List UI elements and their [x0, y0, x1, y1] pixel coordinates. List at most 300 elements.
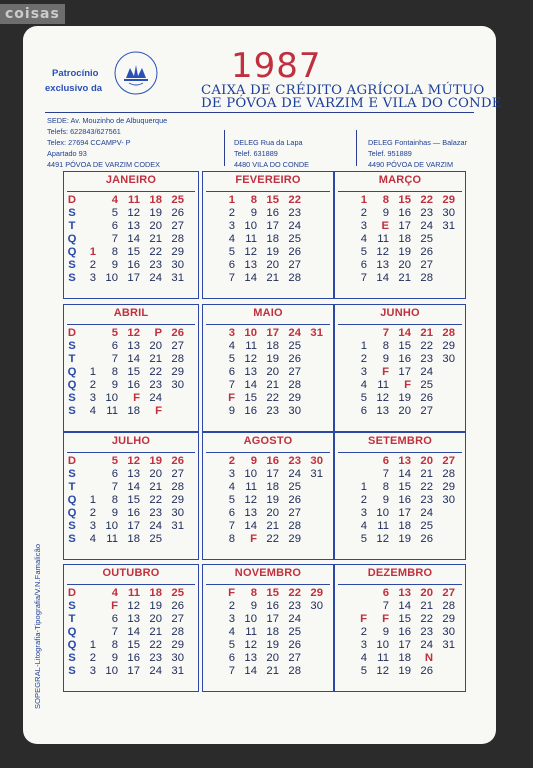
day-cell: 26 — [171, 327, 184, 339]
day-cell: 19 — [149, 455, 162, 467]
day-cell: F — [360, 613, 367, 625]
day-cell: 4 — [228, 626, 235, 638]
day-cell: 16 — [266, 600, 279, 612]
day-cell: 4 — [111, 194, 118, 206]
address-divider — [356, 130, 357, 166]
day-cell: 9 — [111, 507, 118, 519]
month-junho — [334, 304, 466, 432]
day-cell: 2 — [360, 626, 367, 638]
day-cell: 19 — [398, 392, 411, 404]
day-cell: F — [155, 405, 162, 417]
day-cell: 21 — [149, 233, 162, 245]
day-cell: 20 — [149, 468, 162, 480]
day-cell: 6 — [228, 259, 235, 271]
day-grid — [66, 455, 184, 546]
day-cell: 27 — [288, 652, 301, 664]
day-cell: 1 — [228, 194, 235, 206]
day-cell: 22 — [420, 194, 433, 206]
day-cell — [433, 259, 455, 272]
weekday-letter — [205, 379, 217, 392]
day-cell: 4 — [89, 533, 96, 545]
day-cell: 1 — [89, 246, 96, 258]
week-row — [205, 639, 323, 652]
address-sede — [47, 115, 167, 170]
day-cell: 3 — [360, 639, 367, 651]
weekday-letter — [205, 366, 217, 379]
day-cell: 25 — [288, 481, 301, 493]
day-cell: 19 — [398, 246, 411, 258]
day-cell — [301, 392, 323, 405]
day-cell: 20 — [420, 587, 433, 599]
day-cell — [349, 327, 367, 340]
month-separator — [338, 584, 462, 585]
weekday-letter — [337, 246, 349, 259]
day-cell: 23 — [149, 259, 162, 271]
week-row — [66, 587, 184, 600]
month-name: OUTUBRO — [102, 567, 160, 579]
day-cell: F — [133, 392, 140, 404]
day-cell: 10 — [105, 665, 118, 677]
day-cell: 10 — [244, 468, 257, 480]
day-cell — [301, 481, 323, 494]
day-cell — [433, 405, 455, 418]
week-row — [66, 533, 184, 546]
day-cell — [78, 207, 96, 220]
weekday-letter: S — [68, 259, 76, 271]
month-name: MARÇO — [378, 174, 422, 186]
day-cell: 4 — [360, 379, 367, 391]
weekday-letter — [205, 587, 217, 600]
day-cell: 29 — [442, 481, 455, 493]
day-cell: 2 — [89, 652, 96, 664]
day-cell: 27 — [288, 507, 301, 519]
day-cell: 3 — [228, 613, 235, 625]
weekday-letter — [337, 587, 349, 600]
day-cell: 19 — [398, 533, 411, 545]
weekday-letter — [337, 494, 349, 507]
weekday-letter — [337, 194, 349, 207]
week-row — [66, 600, 184, 613]
sede-line: SEDE: Av. Mouzinho de Albuquerque — [47, 116, 168, 125]
day-cell: 24 — [420, 220, 433, 232]
week-row — [337, 379, 455, 392]
day-cell: 14 — [398, 468, 411, 480]
day-cell: 18 — [149, 587, 162, 599]
day-cell — [162, 533, 184, 546]
weekday-letter — [337, 652, 349, 665]
day-cell: 6 — [382, 587, 389, 599]
day-cell: 27 — [171, 340, 184, 352]
day-cell: 7 — [228, 665, 235, 677]
day-cell: 11 — [245, 233, 257, 245]
day-cell — [78, 613, 96, 626]
day-cell: 25 — [288, 626, 301, 638]
day-cell: 11 — [377, 379, 389, 391]
day-cell: 7 — [111, 353, 118, 365]
day-cell — [433, 233, 455, 246]
day-cell: 6 — [111, 613, 118, 625]
weekday-letter — [205, 468, 217, 481]
day-cell: 7 — [360, 272, 367, 284]
week-row — [337, 613, 455, 626]
deleg2-line: Telef. 951889 — [368, 149, 412, 158]
day-cell: 5 — [360, 665, 367, 677]
weekday-letter — [337, 665, 349, 678]
day-cell: 28 — [288, 379, 301, 391]
month-março — [334, 171, 466, 299]
day-cell: 17 — [398, 220, 411, 232]
day-cell: 23 — [288, 600, 301, 612]
day-cell: 28 — [288, 272, 301, 284]
day-cell: 10 — [376, 507, 389, 519]
day-cell: 20 — [266, 366, 279, 378]
day-cell: 10 — [105, 520, 118, 532]
day-cell: 11 — [377, 233, 389, 245]
weekday-letter — [337, 626, 349, 639]
day-cell: 7 — [111, 233, 118, 245]
week-row — [66, 246, 184, 259]
day-cell: 17 — [398, 507, 411, 519]
day-cell: 14 — [244, 272, 257, 284]
day-cell: 22 — [149, 366, 162, 378]
day-cell — [349, 587, 367, 600]
day-cell: 26 — [171, 600, 184, 612]
day-cell: 20 — [149, 613, 162, 625]
day-cell: F — [382, 613, 389, 625]
day-cell: 8 — [111, 366, 118, 378]
day-cell: 29 — [310, 587, 323, 599]
day-cell: 20 — [149, 340, 162, 352]
day-cell — [78, 468, 96, 481]
day-cell: 12 — [244, 353, 257, 365]
day-cell: 9 — [382, 494, 389, 506]
weekday-letter — [205, 613, 217, 626]
day-cell — [78, 194, 96, 207]
month-novembro — [202, 564, 334, 692]
day-cell: 20 — [266, 652, 279, 664]
day-cell: F — [111, 600, 118, 612]
day-cell: 27 — [171, 220, 184, 232]
weekday-letter — [205, 246, 217, 259]
weekday-letter: D — [67, 194, 77, 206]
day-cell: 18 — [266, 626, 279, 638]
calendar-year: 1987 — [231, 46, 322, 86]
day-cell — [301, 652, 323, 665]
day-cell: 30 — [288, 405, 301, 417]
day-cell — [301, 507, 323, 520]
day-cell: 30 — [171, 652, 184, 664]
weekday-letter — [205, 639, 217, 652]
week-row — [66, 520, 184, 533]
day-cell — [78, 626, 96, 639]
day-cell: 14 — [127, 233, 140, 245]
deleg2-line: 4490 PÓVOA DE VARZIM — [368, 160, 454, 169]
week-row — [205, 379, 323, 392]
day-cell: 24 — [420, 366, 433, 378]
day-cell: 24 — [288, 220, 301, 232]
day-cell — [301, 340, 323, 353]
month-julho — [63, 432, 199, 560]
week-row — [205, 494, 323, 507]
day-cell: 10 — [244, 613, 257, 625]
day-cell: 19 — [398, 665, 411, 677]
day-cell: 30 — [442, 494, 455, 506]
day-cell: 24 — [149, 520, 162, 532]
weekday-letter — [205, 652, 217, 665]
day-cell: 5 — [228, 639, 235, 651]
day-cell: 22 — [420, 340, 433, 352]
week-row — [66, 468, 184, 481]
day-cell: 7 — [111, 481, 118, 493]
day-cell: 3 — [360, 366, 367, 378]
day-cell: 8 — [382, 340, 389, 352]
day-cell: 19 — [149, 600, 162, 612]
day-cell: 25 — [420, 233, 433, 245]
day-cell: 27 — [288, 259, 301, 271]
weekday-letter — [337, 507, 349, 520]
day-cell: 27 — [420, 405, 433, 417]
day-cell — [433, 246, 455, 259]
day-cell: 31 — [442, 220, 455, 232]
weekday-letter: S — [68, 272, 76, 284]
day-cell: 26 — [420, 665, 433, 677]
day-cell — [78, 340, 96, 353]
day-cell: 2 — [89, 259, 96, 271]
day-cell: 16 — [127, 259, 140, 271]
day-cell: 24 — [288, 613, 301, 625]
week-row — [337, 652, 455, 665]
day-cell: 29 — [442, 340, 455, 352]
day-cell: 9 — [111, 652, 118, 664]
day-cell: 7 — [228, 272, 235, 284]
weekday-letter — [205, 507, 217, 520]
day-cell: 11 — [377, 652, 389, 664]
weekday-letter: S — [68, 405, 76, 417]
weekday-letter — [205, 533, 217, 546]
day-cell: 25 — [149, 533, 162, 545]
week-row — [337, 233, 455, 246]
day-cell: 7 — [111, 626, 118, 638]
day-cell: 13 — [244, 507, 257, 519]
day-cell: 31 — [171, 520, 184, 532]
week-row — [205, 353, 323, 366]
week-row — [66, 366, 184, 379]
day-cell: 30 — [171, 507, 184, 519]
day-cell — [301, 405, 323, 418]
weekday-letter — [337, 233, 349, 246]
day-cell: 15 — [398, 194, 411, 206]
day-cell — [78, 587, 96, 600]
weekday-letter — [337, 392, 349, 405]
day-cell: 16 — [244, 405, 257, 417]
day-cell: 3 — [228, 468, 235, 480]
day-cell: 5 — [111, 207, 118, 219]
weekday-letter: T — [68, 220, 76, 232]
day-cell — [78, 481, 96, 494]
deleg1-line: 4480 VILA DO CONDE — [234, 160, 310, 169]
day-cell: 6 — [228, 652, 235, 664]
day-cell: 13 — [398, 455, 411, 467]
day-cell: 25 — [288, 233, 301, 245]
org-line2: DE PÓVOA DE VARZIM E VILA DO CONDE — [201, 96, 502, 111]
month-name: JANEIRO — [105, 174, 157, 186]
week-row — [205, 665, 323, 678]
weekday-letter — [337, 379, 349, 392]
weekday-letter: S — [68, 392, 76, 404]
week-row — [337, 366, 455, 379]
weekday-letter: D — [67, 455, 77, 467]
deleg2-line: DELEG Fontainhas — Balazar — [368, 138, 467, 147]
week-row — [337, 494, 455, 507]
weekday-letter — [205, 207, 217, 220]
day-cell: 13 — [244, 259, 257, 271]
weekday-letter — [337, 366, 349, 379]
month-separator — [67, 191, 195, 192]
address-divider — [224, 130, 225, 166]
day-cell: 23 — [149, 507, 162, 519]
weekday-letter: Q — [67, 639, 77, 651]
day-cell: 20 — [398, 405, 411, 417]
week-row — [205, 468, 323, 481]
day-cell: 14 — [244, 520, 257, 532]
day-cell: 28 — [171, 626, 184, 638]
day-cell: 15 — [398, 340, 411, 352]
day-cell: 2 — [228, 207, 235, 219]
day-cell: 3 — [89, 520, 96, 532]
day-cell: 3 — [89, 392, 96, 404]
day-cell: 31 — [171, 272, 184, 284]
week-row — [66, 665, 184, 678]
day-cell — [162, 405, 184, 418]
day-cell: 8 — [382, 194, 389, 206]
month-name: NOVEMBRO — [234, 567, 302, 579]
weekday-letter — [337, 520, 349, 533]
weekday-letter — [205, 327, 217, 340]
month-separator — [67, 584, 195, 585]
weekday-letter — [337, 207, 349, 220]
day-cell: 11 — [128, 587, 140, 599]
day-cell: 29 — [442, 613, 455, 625]
day-cell: 10 — [244, 327, 257, 339]
day-cell: 8 — [111, 246, 118, 258]
day-cell: 24 — [288, 468, 301, 480]
day-cell — [301, 665, 323, 678]
day-cell: 3 — [228, 220, 235, 232]
day-cell: 17 — [266, 468, 279, 480]
day-cell: 9 — [250, 207, 257, 219]
day-cell: 4 — [228, 340, 235, 352]
day-cell: 11 — [377, 520, 389, 532]
day-cell: 12 — [127, 327, 140, 339]
day-cell — [301, 626, 323, 639]
day-cell — [433, 652, 455, 665]
day-cell: 29 — [442, 194, 455, 206]
week-row — [205, 233, 301, 246]
day-cell: 22 — [266, 392, 279, 404]
week-row — [205, 455, 323, 468]
day-cell: 5 — [228, 494, 235, 506]
weekday-letter — [205, 194, 217, 207]
day-cell: 1 — [360, 194, 367, 206]
day-cell: 6 — [228, 366, 235, 378]
month-name: JULHO — [111, 435, 151, 447]
day-cell: 8 — [111, 639, 118, 651]
month-name: SETEMBRO — [368, 435, 432, 447]
day-cell: 4 — [360, 233, 367, 245]
day-cell — [301, 366, 323, 379]
day-cell: 17 — [266, 327, 279, 339]
day-cell: 27 — [442, 455, 455, 467]
week-row — [66, 233, 184, 246]
month-name: ABRIL — [113, 307, 149, 319]
day-cell: 15 — [244, 392, 257, 404]
day-cell: 9 — [382, 626, 389, 638]
day-cell: 28 — [171, 353, 184, 365]
week-row — [337, 340, 455, 353]
week-row — [337, 194, 455, 207]
day-cell: 2 — [89, 379, 96, 391]
day-cell: 21 — [398, 272, 411, 284]
day-cell: 20 — [266, 507, 279, 519]
day-cell: 13 — [244, 652, 257, 664]
day-cell: 2 — [360, 353, 367, 365]
day-cell: 3 — [228, 327, 235, 339]
day-cell: 9 — [228, 405, 235, 417]
week-row — [205, 613, 323, 626]
day-cell — [433, 379, 455, 392]
day-cell: 5 — [360, 392, 367, 404]
day-cell: 13 — [244, 366, 257, 378]
day-cell — [433, 665, 455, 678]
day-cell — [349, 600, 367, 613]
day-cell: 7 — [382, 600, 389, 612]
organization-name — [201, 84, 502, 110]
day-cell: 8 — [250, 194, 257, 206]
day-cell: 12 — [376, 665, 389, 677]
day-cell — [433, 533, 455, 546]
month-separator — [67, 324, 195, 325]
day-cell: 8 — [382, 481, 389, 493]
day-cell: 18 — [127, 405, 140, 417]
weekday-letter: S — [68, 520, 76, 532]
weekday-letter: Q — [67, 246, 77, 258]
month-separator — [206, 324, 330, 325]
day-cell: 21 — [420, 327, 433, 339]
day-cell: 30 — [442, 207, 455, 219]
day-cell: 24 — [149, 665, 162, 677]
day-cell: 10 — [105, 272, 118, 284]
day-cell — [301, 639, 323, 652]
day-cell: 23 — [288, 207, 301, 219]
day-cell: 22 — [149, 639, 162, 651]
day-cell: 9 — [382, 207, 389, 219]
weekday-letter — [337, 327, 349, 340]
day-cell: 2 — [360, 494, 367, 506]
week-row — [66, 259, 184, 272]
day-cell: 20 — [398, 259, 411, 271]
week-row — [205, 327, 323, 340]
day-cell: 6 — [111, 340, 118, 352]
weekday-letter: Q — [67, 379, 77, 391]
day-cell: 10 — [376, 639, 389, 651]
day-grid — [205, 455, 323, 546]
day-cell: 3 — [360, 507, 367, 519]
day-cell: 6 — [228, 507, 235, 519]
week-row — [337, 246, 455, 259]
day-cell: 14 — [127, 481, 140, 493]
sponsor-label — [45, 66, 102, 96]
day-cell: 24 — [420, 507, 433, 519]
